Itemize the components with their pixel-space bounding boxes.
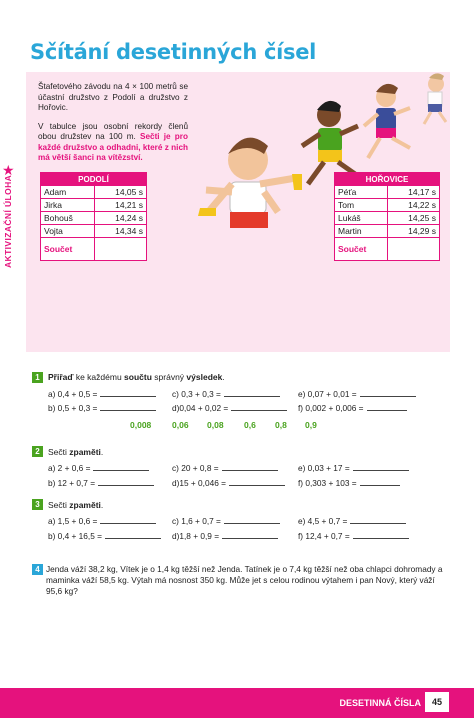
instr-text: .: [100, 500, 104, 510]
exercise-item: [172, 531, 278, 541]
runner-4: [424, 73, 446, 124]
exercise-item: [48, 516, 156, 526]
item-text: e) 4,5 + 0,7 =: [298, 516, 348, 526]
exercise-item: [298, 403, 407, 413]
answer-line[interactable]: [353, 463, 409, 471]
table-horovice: [334, 172, 440, 261]
item-text: c) 0,3 + 0,3 =: [172, 389, 221, 399]
runner-name: Martin: [335, 225, 388, 238]
answer-line[interactable]: [224, 389, 280, 397]
item-text: a) 0,4 + 0,5 =: [48, 389, 98, 399]
item-text: a) 1,5 + 0,6 =: [48, 516, 98, 526]
exercise-number-3: 3: [32, 499, 43, 510]
runner-name: Jirka: [41, 199, 95, 212]
table-row: [335, 225, 440, 238]
exercise-item: [298, 531, 409, 541]
item-text: c) 1,6 + 0,7 =: [172, 516, 221, 526]
runner-time: 14,34 s: [94, 225, 146, 238]
answer-line[interactable]: [231, 403, 287, 411]
exercise-3-instruction: [48, 500, 103, 510]
answer-line[interactable]: [222, 531, 278, 539]
exercise-number-2: 2: [32, 446, 43, 457]
runner-name: Lukáš: [335, 212, 388, 225]
instr-text: správný: [151, 372, 187, 382]
sum-answer-field[interactable]: [94, 238, 146, 261]
side-label: AKTIVIZAČNÍ ÚLOHA: [3, 174, 13, 268]
exercise-item: [48, 389, 156, 399]
instr-bold: Přiřaď: [48, 372, 74, 382]
item-text: f) 0,002 + 0,006 =: [298, 403, 364, 413]
item-text: b) 12 + 0,7 =: [48, 478, 96, 488]
table-podoli: [40, 172, 147, 261]
item-text: a) 2 + 0,6 =: [48, 463, 91, 473]
page-title: Sčítání desetinných čísel: [30, 40, 317, 64]
item-text: e) 0,03 + 17 =: [298, 463, 350, 473]
answer-line[interactable]: [100, 403, 156, 411]
table-row: [335, 199, 440, 212]
item-text: c) 20 + 0,8 =: [172, 463, 219, 473]
item-text: f) 12,4 + 0,7 =: [298, 531, 350, 541]
answer-line[interactable]: [360, 478, 400, 486]
instr-text: ke každému: [73, 372, 125, 382]
exercise-item: [172, 463, 278, 473]
instr-text: Sečti: [48, 447, 70, 457]
answer-line[interactable]: [93, 463, 149, 471]
table-row: [41, 199, 147, 212]
runner-name: Tom: [335, 199, 388, 212]
runner-time: 14,29 s: [387, 225, 439, 238]
item-text: d)1,8 + 0,9 =: [172, 531, 220, 541]
table-row: [335, 186, 440, 199]
exercise-number-4: 4: [32, 564, 43, 575]
instr-text: Sečti: [48, 500, 70, 510]
table-row: [41, 186, 147, 199]
exercise-item: [172, 403, 287, 413]
runner-time: 14,25 s: [387, 212, 439, 225]
item-text: e) 0,07 + 0,01 =: [298, 389, 357, 399]
answer-line[interactable]: [367, 403, 407, 411]
runner-time: 14,21 s: [94, 199, 146, 212]
answer-line[interactable]: [350, 516, 406, 524]
item-text: b) 0,5 + 0,3 =: [48, 403, 98, 413]
runner-name: Adam: [41, 186, 95, 199]
answer-line[interactable]: [100, 516, 156, 524]
table-row: [41, 225, 147, 238]
answer-line[interactable]: [229, 478, 285, 486]
item-text: d)15 + 0,046 =: [172, 478, 226, 488]
answer-line[interactable]: [98, 478, 154, 486]
footer-title: DESETINNÁ ČÍSLA: [339, 698, 421, 708]
answer-line[interactable]: [224, 516, 280, 524]
exercise-item: [48, 403, 156, 413]
runner-time: 14,22 s: [387, 199, 439, 212]
exercise-4-text: Jenda váží 38,2 kg, Vítek je o 1,4 kg těžší než Jenda. Tatínek je o 7,4 kg těžší než oba chlapci dohromady a maminka váží 58,5 kg. Výtah má nosnost 350 kg. Může jet s celou rodinou výtahem i pan Nový, který váží 95,6 kg?: [46, 564, 443, 596]
star-icon: ★: [2, 162, 15, 178]
table-row: [335, 212, 440, 225]
answer-line[interactable]: [360, 389, 416, 397]
intro-text: [38, 82, 188, 172]
intro-text-highlight: Sečti je pro každé družstvo a odhadni, které z nich má větší šanci na vítězství.: [38, 132, 188, 162]
exercise-item: [298, 463, 409, 473]
exercise-item: [48, 463, 149, 473]
exercise-item: [298, 389, 416, 399]
table-row: [41, 212, 147, 225]
runner-time: 14,24 s: [94, 212, 146, 225]
team-name-podoli: PODOLÍ: [41, 173, 147, 186]
intro-paragraph-2: [38, 122, 188, 164]
answer-option[interactable]: 0,008: [130, 420, 152, 430]
instr-bold: zpaměti: [69, 447, 101, 457]
exercise-item: [298, 478, 400, 488]
instr-bold: součtu: [124, 372, 152, 382]
answer-line[interactable]: [105, 531, 161, 539]
exercise-item: [172, 478, 285, 488]
runner-name: Péťa: [335, 186, 388, 199]
answer-option[interactable]: 0,08: [207, 420, 224, 430]
answer-option[interactable]: 0,8: [275, 420, 287, 430]
intro-text-plain: V tabulce jsou osobní rekordy členů obou družstev na 100 m.: [38, 121, 188, 141]
answer-line[interactable]: [222, 463, 278, 471]
exercise-item: [48, 531, 161, 541]
runner-time: 14,05 s: [94, 186, 146, 199]
exercise-1-instruction: [48, 372, 225, 382]
exercise-item: [48, 478, 154, 488]
runner-3: [364, 84, 410, 158]
exercise-item: [298, 516, 406, 526]
sum-label: Součet: [41, 238, 95, 261]
sum-row: [335, 238, 440, 261]
answer-line[interactable]: [100, 389, 156, 397]
instr-text: .: [100, 447, 104, 457]
runner-time: 14,17 s: [387, 186, 439, 199]
runner-name: Bohouš: [41, 212, 95, 225]
page-number: 45: [425, 692, 449, 712]
exercise-number-1: 1: [32, 372, 43, 383]
exercise-item: [172, 389, 280, 399]
sum-row: [41, 238, 147, 261]
sum-label: Součet: [335, 238, 388, 261]
answer-option[interactable]: 0,6: [244, 420, 256, 430]
answer-option[interactable]: 0,06: [172, 420, 189, 430]
team-name-horovice: HOŘOVICE: [335, 173, 440, 186]
instr-text: .: [222, 372, 225, 382]
sum-answer-field[interactable]: [387, 238, 439, 261]
exercise-item: [172, 516, 280, 526]
answer-option[interactable]: 0,9: [305, 420, 317, 430]
item-text: f) 0,303 + 103 =: [298, 478, 357, 488]
runner-name: Vojta: [41, 225, 95, 238]
instr-bold: výsledek: [186, 372, 223, 382]
answer-line[interactable]: [353, 531, 409, 539]
answer-options: [130, 420, 330, 432]
item-text: d)0,04 + 0,02 =: [172, 403, 229, 413]
instr-bold: zpaměti: [69, 500, 101, 510]
item-text: b) 0,4 + 16,5 =: [48, 531, 102, 541]
intro-paragraph-1: Štafetového závodu na 4 × 100 metrů se účastní družstvo z Podolí a družstvo z Hořovic.: [38, 82, 188, 112]
exercise-2-instruction: [48, 447, 103, 457]
